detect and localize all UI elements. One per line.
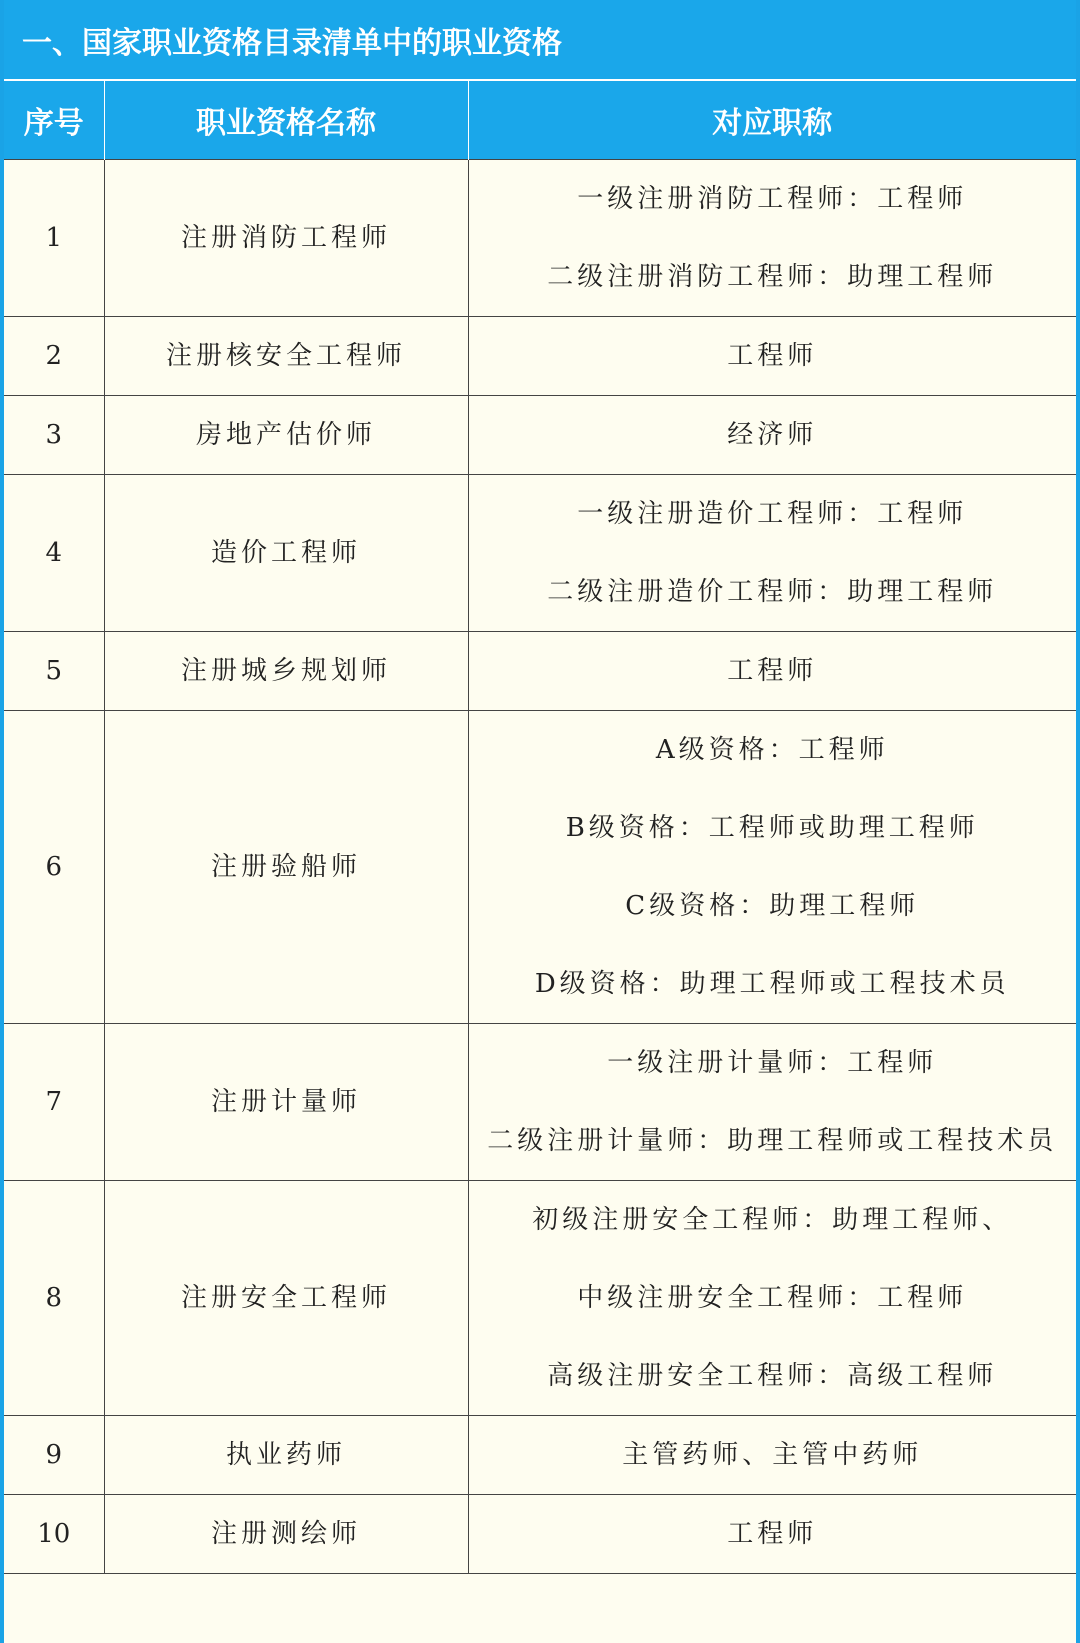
table-row [4,396,1076,475]
row-name: 注册计量师 [104,1024,468,1181]
qualification-table [4,81,1076,1574]
header-title: 对应职称 [468,81,1076,160]
title-line: 初级注册安全工程师：助理工程师、 [532,1205,1013,1235]
table-row [4,160,1076,317]
header-name: 职业资格名称 [104,81,468,160]
table-row [4,632,1076,711]
title-line: C级资格：助理工程师 [625,891,920,921]
table-row [4,317,1076,396]
row-name: 造价工程师 [104,475,468,632]
row-seq: 4 [4,475,104,632]
row-seq: 8 [4,1181,104,1416]
row-titles [468,632,1076,711]
row-titles [468,396,1076,475]
title-line: B级资格：工程师或助理工程师 [565,813,979,843]
title-line: 一级注册造价工程师：工程师 [577,499,968,529]
table-row [4,1181,1076,1416]
title-line: 二级注册造价工程师：助理工程师 [547,577,998,607]
row-titles [468,1495,1076,1574]
title-line: D级资格：助理工程师或工程技术员 [534,969,1010,999]
row-name: 执业药师 [104,1416,468,1495]
row-titles [468,317,1076,396]
row-seq: 2 [4,317,104,396]
row-name: 注册安全工程师 [104,1181,468,1416]
table-row [4,1024,1076,1181]
row-titles [468,1416,1076,1495]
table-row [4,1416,1076,1495]
title-line: 一级注册消防工程师：工程师 [577,184,968,214]
title-line: A级资格：工程师 [655,735,889,765]
row-seq: 5 [4,632,104,711]
row-name: 注册消防工程师 [104,160,468,317]
row-titles [468,711,1076,1024]
row-seq: 6 [4,711,104,1024]
title-line: 工程师 [727,1519,818,1549]
title-line: 工程师 [727,341,818,371]
row-titles [468,160,1076,317]
row-name: 注册验船师 [104,711,468,1024]
row-name: 房地产估价师 [104,396,468,475]
header-seq: 序号 [4,81,104,160]
row-seq: 9 [4,1416,104,1495]
table-row [4,711,1076,1024]
title-line: 主管药师、主管中药师 [622,1440,923,1470]
row-titles [468,1181,1076,1416]
title-line: 高级注册安全工程师：高级工程师 [547,1361,998,1391]
title-line: 经济师 [727,420,818,450]
row-name: 注册城乡规划师 [104,632,468,711]
row-titles [468,1024,1076,1181]
title-line: 二级注册计量师：助理工程师或工程技术员 [487,1126,1058,1156]
section-title: 一、国家职业资格目录清单中的职业资格 [4,0,1076,81]
table-row [4,475,1076,632]
row-seq: 10 [4,1495,104,1574]
table-row [4,1495,1076,1574]
row-seq: 3 [4,396,104,475]
row-seq: 1 [4,160,104,317]
row-titles [468,475,1076,632]
row-name: 注册测绘师 [104,1495,468,1574]
row-name: 注册核安全工程师 [104,317,468,396]
table-header-row [4,81,1076,160]
title-line: 二级注册消防工程师：助理工程师 [547,262,998,292]
title-line: 中级注册安全工程师：工程师 [577,1283,968,1313]
title-line: 工程师 [727,656,818,686]
row-seq: 7 [4,1024,104,1181]
title-line: 一级注册计量师：工程师 [607,1048,938,1078]
